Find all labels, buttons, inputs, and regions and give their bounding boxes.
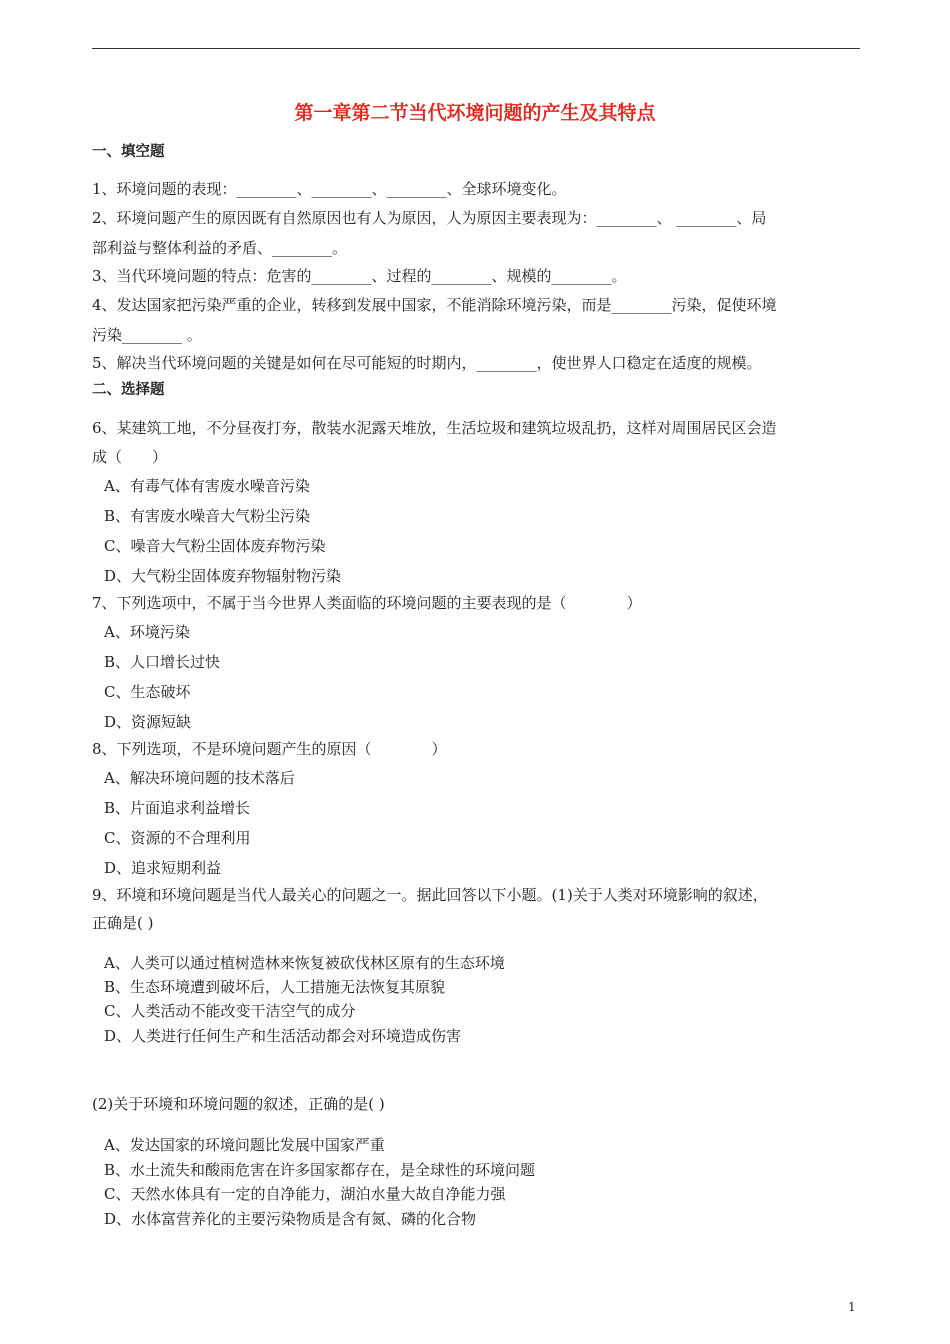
question-1: 1、环境问题的表现：________、________、________、全球环境变化。 xyxy=(92,180,567,198)
option-item: B、人口增长过快 xyxy=(104,653,221,671)
question-9-line-2: 正确是( ) xyxy=(92,914,154,932)
option-item: A、有毒气体有害废水噪音污染 xyxy=(104,477,310,495)
question-6-line-1: 6、某建筑工地，不分昼夜打夯，散装水泥露天堆放，生活垃圾和建筑垃圾乱扔，这样对周围居民区会造 xyxy=(92,419,777,437)
option-item: C、人类活动不能改变干洁空气的成分 xyxy=(104,1002,356,1020)
section-heading-multiple-choice: 二、选择题 xyxy=(92,382,165,398)
question-3: 3、当代环境问题的特点：危害的________、过程的________、规模的________。 xyxy=(92,267,627,285)
question-5: 5、解决当代环境问题的关键是如何在尽可能短的时期内，________，使世界人口稳定在适度的规模。 xyxy=(92,354,762,372)
option-item: D、追求短期利益 xyxy=(104,859,222,877)
option-item: B、水土流失和酸雨危害在许多国家都存在，是全球性的环境问题 xyxy=(104,1161,536,1179)
page-title: 第一章第二节当代环境问题的产生及其特点 xyxy=(294,102,656,124)
option-item: D、大气粉尘固体废弃物辐射物污染 xyxy=(104,567,342,585)
question-9-part-2: (2)关于环境和环境问题的叙述，正确的是( ) xyxy=(92,1095,385,1113)
question-7: 7、下列选项中，不属于当今世界人类面临的环境问题的主要表现的是（ ） xyxy=(92,594,642,612)
option-item: A、解决环境问题的技术落后 xyxy=(104,769,295,787)
question-4-line-1: 4、发达国家把污染严重的企业，转移到发展中国家，不能消除环境污染，而是________污染，促使环境 xyxy=(92,296,777,314)
header-rule xyxy=(92,48,860,49)
question-4-line-2: 污染________ 。 xyxy=(92,326,202,344)
section-heading-fill-blank: 一、填空题 xyxy=(92,144,165,160)
question-8: 8、下列选项，不是环境问题产生的原因（ ） xyxy=(92,740,447,758)
option-item: A、发达国家的环境问题比发展中国家严重 xyxy=(104,1136,385,1154)
option-item: D、水体富营养化的主要污染物质是含有氮、磷的化合物 xyxy=(104,1210,477,1228)
option-item: B、生态环境遭到破坏后，人工措施无法恢复其原貌 xyxy=(104,978,446,996)
option-item: B、有害废水噪音大气粉尘污染 xyxy=(104,507,311,525)
question-2-line-1: 2、环境问题产生的原因既有自然原因也有人为原因，人为原因主要表现为：________、 ________、局 xyxy=(92,209,767,227)
option-item: A、环境污染 xyxy=(104,623,190,641)
question-6-line-2: 成（ ） xyxy=(92,448,168,466)
option-item: C、生态破坏 xyxy=(104,683,191,701)
option-item: B、片面追求利益增长 xyxy=(104,799,251,817)
option-item: C、噪音大气粉尘固体废弃物污染 xyxy=(104,537,326,555)
option-item: C、天然水体具有一定的自净能力，湖泊水量大故自净能力强 xyxy=(104,1185,506,1203)
option-item: D、资源短缺 xyxy=(104,713,192,731)
question-2-line-2: 部利益与整体利益的矛盾、________。 xyxy=(92,239,348,257)
option-item: C、资源的不合理利用 xyxy=(104,829,251,847)
page-number: 1 xyxy=(848,1300,856,1314)
option-item: D、人类进行任何生产和生活活动都会对环境造成伤害 xyxy=(104,1027,462,1045)
question-9-line-1: 9、环境和环境问题是当代人最关心的问题之一。据此回答以下小题。(1)关于人类对环境影响的叙述， xyxy=(92,886,768,904)
option-item: A、人类可以通过植树造林来恢复被砍伐林区原有的生态环境 xyxy=(104,954,505,972)
